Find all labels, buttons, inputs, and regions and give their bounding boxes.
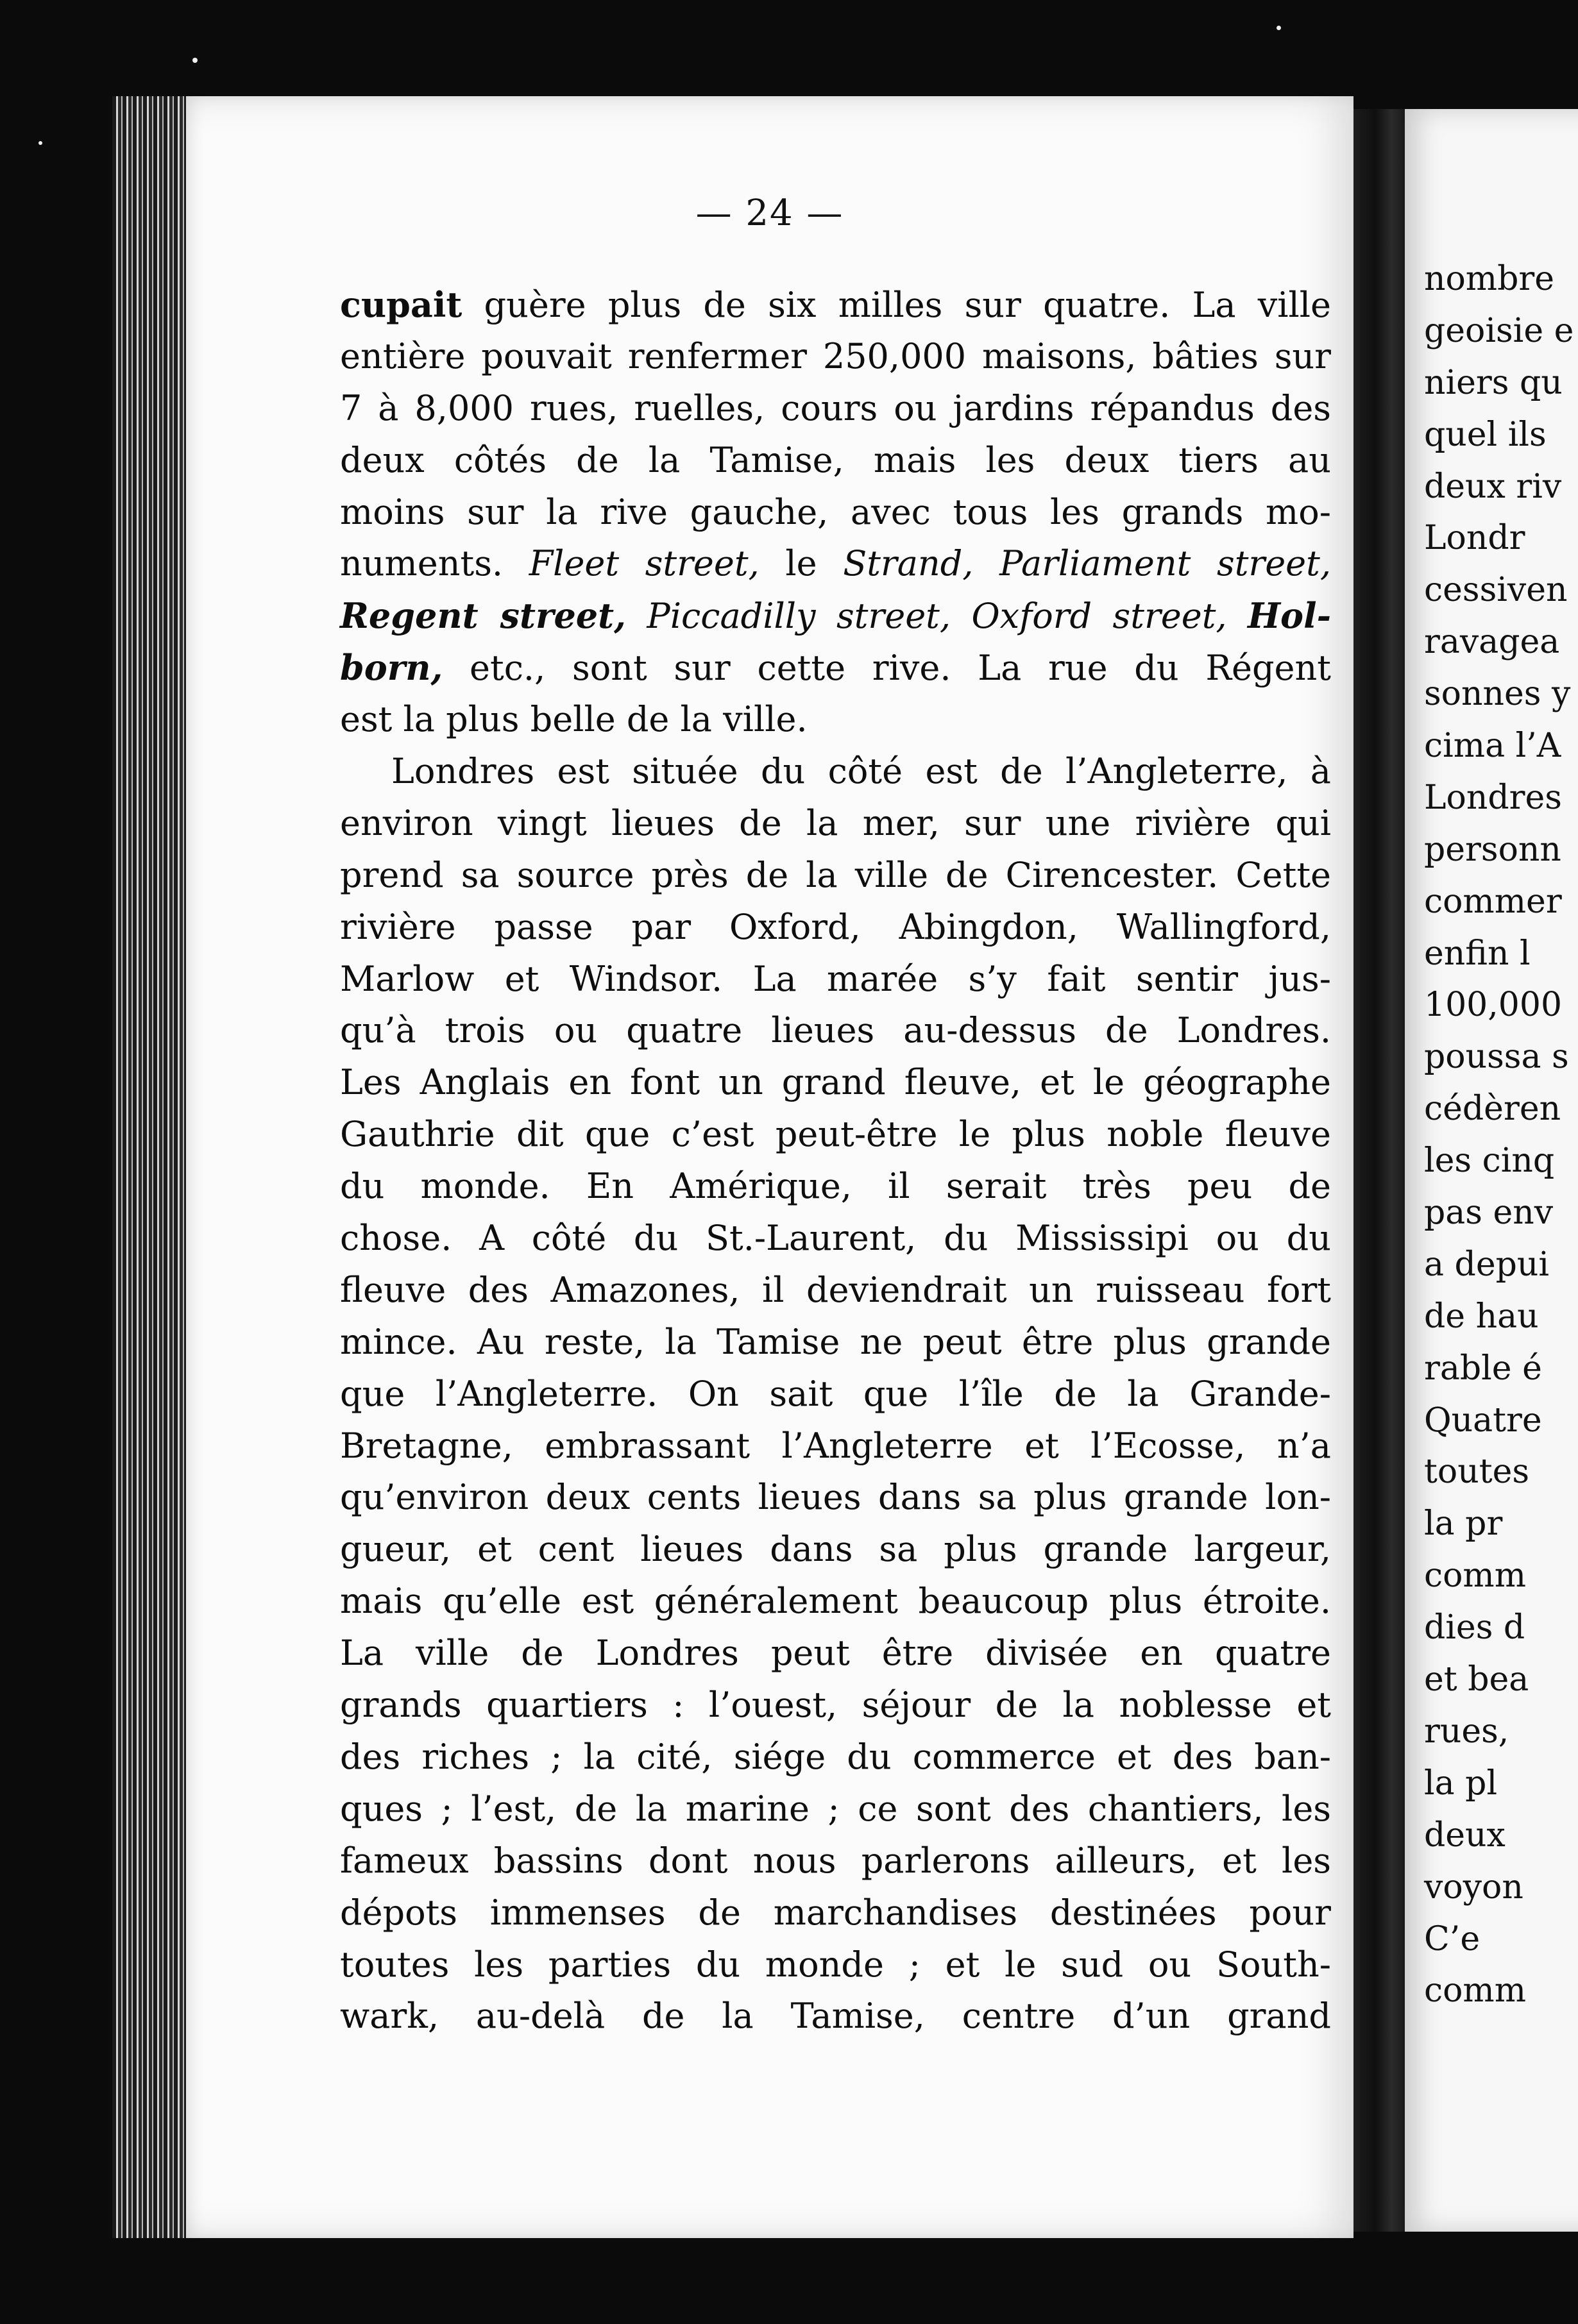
text-run-italic: Oxford street, [971, 596, 1227, 637]
right-page-line: 100,000 [1424, 986, 1563, 1025]
text-line: des riches ; la cité, siége du commerce et des ban- [340, 1736, 1331, 1777]
text-line: mince. Au reste, la Tamise ne peut être plus grande [340, 1321, 1331, 1362]
text-line: fameux bassins dont nous parlerons ailleurs, et les [340, 1840, 1331, 1881]
text-line: Marlow et Windsor. La marée s’y fait sentir jus- [340, 958, 1331, 999]
right-page-line: dies d [1424, 1608, 1525, 1647]
text-line: environ vingt lieues de la mer, sur une rivière qui [340, 802, 1331, 843]
dust-speck [38, 141, 42, 145]
right-page-line: C’e [1424, 1919, 1480, 1958]
text-line: 7 à 8,000 rues, ruelles, cours ou jardins répandus des [340, 387, 1331, 428]
text-run: guère plus de six milles sur quatre. La ville [462, 285, 1331, 325]
text-line: moins sur la rive gauche, avec tous les grands mo- [340, 491, 1331, 532]
text-line [340, 279, 1331, 331]
text-line [340, 538, 1331, 590]
text-run: etc., sont sur cette rive. La rue du Régent [443, 648, 1331, 689]
right-page-line: rable é [1424, 1349, 1542, 1388]
right-page-line: la pr [1424, 1504, 1503, 1544]
text-run [626, 596, 647, 636]
right-page-line: et bea [1424, 1660, 1529, 1699]
text-line: est la plus belle de la ville. [340, 699, 808, 740]
dust-speck [192, 58, 198, 63]
right-page-line: cima l’A [1424, 727, 1561, 766]
text-run-italic: Strand, [843, 543, 974, 584]
right-page-line: Londres [1424, 778, 1562, 817]
right-page-text [1424, 253, 1578, 2017]
right-page-line: enfin l [1424, 934, 1531, 973]
text-line: prend sa source près de la ville de Cirencester. Cette [340, 854, 1331, 895]
page-number: — 24 — [695, 192, 844, 234]
right-page-line: sonnes y [1424, 675, 1571, 714]
right-page-line: cessiven [1424, 571, 1568, 610]
text-line: Les Anglais en font un grand fleuve, et le géographe [340, 1062, 1331, 1103]
text-run-italic: Fleet street, [529, 543, 759, 584]
text-line: Gauthrie dit que c’est peut-être le plus noble fleuve [340, 1114, 1331, 1155]
book-page-edges [112, 96, 189, 2238]
text-run-italic: Parliament street, [999, 543, 1332, 584]
right-page-line: comm [1424, 1971, 1527, 2010]
dust-speck [1277, 26, 1281, 30]
text-line: gueur, et cent lieues dans sa plus grande largeur, [340, 1529, 1331, 1570]
text-run [1227, 596, 1248, 636]
text-line: fleuve des Amazones, il deviendrait un ruisseau fort [340, 1269, 1331, 1310]
right-page-line: poussa s [1424, 1038, 1569, 1077]
text-line [340, 642, 1331, 694]
right-page-line: ravagea [1424, 623, 1560, 662]
right-page-line: Londr [1424, 519, 1525, 558]
text-run-italic: Regent street, [340, 595, 626, 637]
text-run-italic: born, [340, 647, 443, 689]
right-page-line: Quatre [1424, 1401, 1542, 1440]
text-line: Londres est située du côté est de l’Angleterre, à [391, 751, 1331, 792]
left-page [186, 96, 1353, 2238]
right-page-line: voyon [1424, 1867, 1523, 1907]
right-page-line: comm [1424, 1556, 1527, 1596]
right-page-line: pas env [1424, 1193, 1554, 1233]
text-line: qu’à trois ou quatre lieues au-dessus de Londres. [340, 1010, 1331, 1051]
right-page-line: les cinq [1424, 1141, 1555, 1181]
text-line: du monde. En Amérique, il serait très peu de [340, 1166, 1331, 1207]
main-text [340, 279, 1331, 2042]
right-page-line: a depui [1424, 1245, 1549, 1284]
text-run [973, 543, 999, 584]
text-run [951, 596, 971, 636]
right-page-line: nombre [1424, 260, 1555, 298]
text-run: le [759, 543, 844, 584]
right-page-line: cédèren [1424, 1090, 1561, 1129]
right-page-line: niers qu [1424, 363, 1563, 402]
text-run-italic: Piccadilly street, [647, 596, 951, 637]
right-page-line: la pl [1424, 1764, 1498, 1803]
text-line: rivière passe par Oxford, Abingdon, Wallingford, [340, 906, 1331, 947]
text-line: grands quartiers : l’ouest, séjour de la noblesse et [340, 1685, 1331, 1726]
text-line: qu’environ deux cents lieues dans sa plus grande lon- [340, 1477, 1331, 1518]
right-page-line: deux [1424, 1815, 1506, 1855]
text-run: numents. [340, 543, 529, 584]
right-page-line: commer [1424, 882, 1562, 921]
text-line: wark, au-delà de la Tamise, centre d’un grand [340, 1996, 1331, 2037]
text-line [340, 590, 1331, 642]
text-line: que l’Angleterre. On sait que l’île de la Grande- [340, 1373, 1331, 1414]
text-line: La ville de Londres peut être divisée en quatre [340, 1633, 1331, 1674]
text-line: entière pouvait renfermer 250,000 maisons, bâties sur [340, 335, 1331, 376]
right-page-line: toutes [1424, 1453, 1530, 1492]
text-line: toutes les parties du monde ; et le sud ou South- [340, 1944, 1331, 1985]
right-page-line: de hau [1424, 1297, 1539, 1336]
right-page-line: deux riv [1424, 467, 1562, 506]
right-page-line: quel ils [1424, 415, 1547, 454]
text-line: mais qu’elle est généralement beaucoup plus étroite. [340, 1581, 1331, 1622]
right-page-line: personn [1424, 830, 1561, 869]
text-line: ques ; l’est, de la marine ; ce sont des chantiers, les [340, 1788, 1331, 1829]
right-page-partial [1405, 109, 1578, 2232]
book-gutter [1353, 109, 1408, 2232]
text-line: chose. A côté du St.-Laurent, du Mississipi ou du [340, 1218, 1331, 1259]
text-line: deux côtés de la Tamise, mais les deux tiers au [340, 439, 1331, 480]
text-run-italic: Hol- [1248, 595, 1331, 637]
right-page-line: geoisie e [1424, 311, 1574, 350]
right-page-line: rues, [1424, 1712, 1509, 1751]
text-line: Bretagne, embrassant l’Angleterre et l’Ecosse, n’a [340, 1425, 1331, 1466]
text-run-bold: cupait [340, 284, 462, 325]
text-line: dépots immenses de marchandises destinées pour [340, 1892, 1331, 1933]
